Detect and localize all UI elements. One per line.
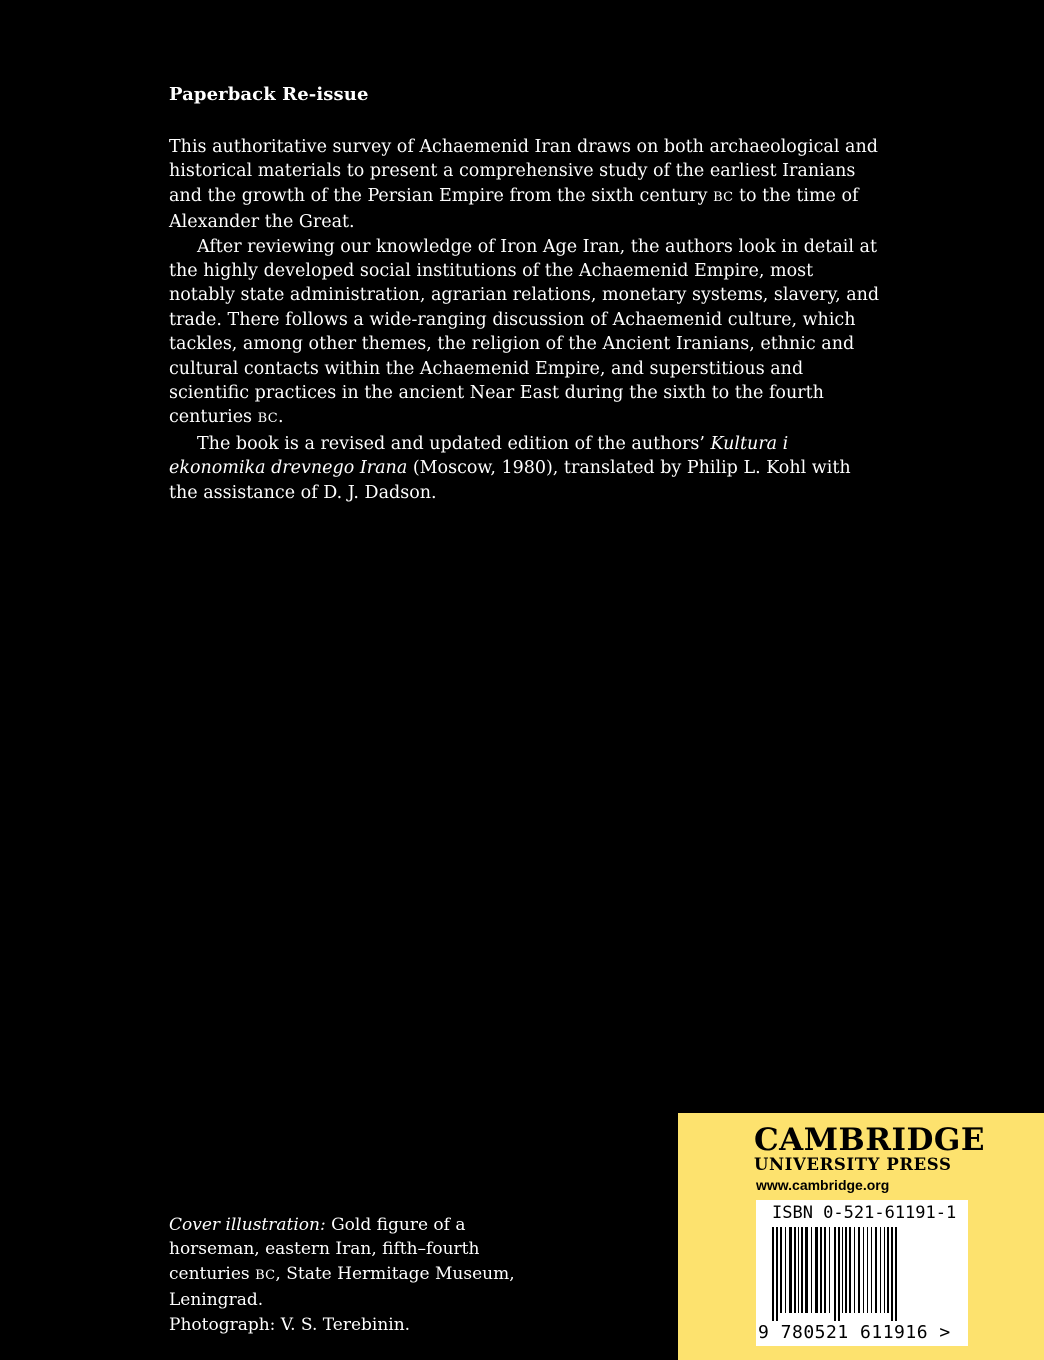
barcode-icon — [760, 1227, 964, 1321]
credit-label: Cover illustration: — [169, 1215, 326, 1235]
ean-digits: 9 780521 611916 > — [758, 1322, 951, 1343]
blurb-paragraph-2: After reviewing our knowledge of Iron Age Iran, the authors look in detail at the highly developed social institutions of the Achaemenid Empire, most notably state administration, agrarian relations, monetary systems, slavery, and trade. There follows a wide-ranging discussion of Achaemenid culture, which tackles, among other themes, the religion of the Ancient Iranians, ethnic and cultural contacts within the Achaemenid Empire, and superstitious and scientific practices in the ancient Near East during the sixth to the fourth centuries BC. — [169, 236, 880, 428]
blurb-text — [169, 135, 881, 505]
isbn-text: ISBN 0-521-61191-1 — [772, 1203, 957, 1223]
publisher-logo-subtitle: UNIVERSITY PRESS — [754, 1155, 952, 1174]
publisher-website: www.cambridge.org — [756, 1177, 890, 1193]
blurb-paragraph-1: This authoritative survey of Achaemenid Iran draws on both archaeological and historical materials to present a comprehensive study of the earliest Iranians and the growth of the Persian Empire from the sixth century BC to the time of Alexander the Great. — [169, 137, 878, 233]
publisher-logo-name: CAMBRIDGE — [754, 1122, 985, 1158]
original-title: Kultura i ekonomika drevnego Irana — [169, 433, 789, 479]
section-heading: Paperback Re-issue — [169, 84, 369, 105]
blurb-paragraph-3: The book is a revised and updated edition of the authors’ Kultura i ekonomika drevnego Irana (Moscow, 1980), translated by Philip L. Kohl with the assistance of D. J. Dadson. — [169, 433, 851, 503]
cover-illustration-credit: Cover illustration: Gold figure of a horseman, eastern Iran, fifth–fourth centuries BC, State Hermitage Museum, Leningrad. Photograph: V. S. Terebinin. — [169, 1213, 529, 1337]
photo-credit: Photograph: V. S. Terebinin. — [169, 1314, 411, 1335]
